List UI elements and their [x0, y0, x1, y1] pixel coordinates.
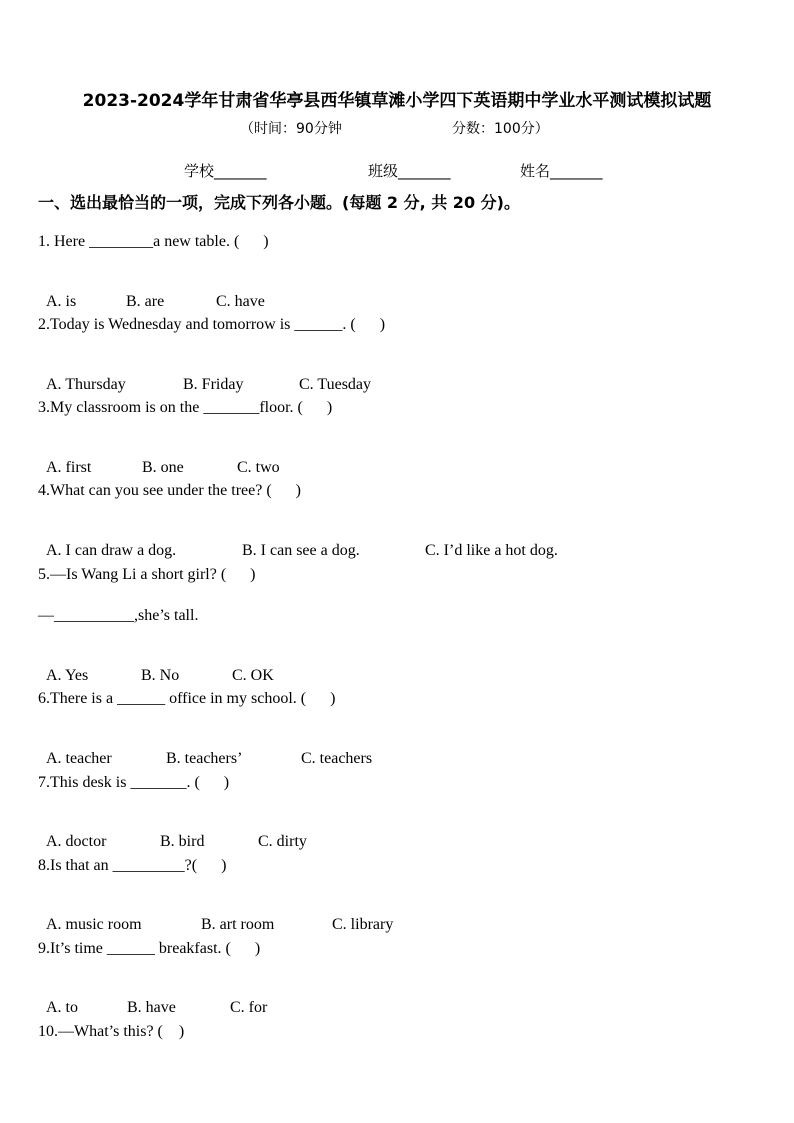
option: C. two: [237, 459, 280, 476]
question-stem: 7.This desk is _______. ( ): [38, 774, 230, 791]
question-options: [38, 732, 372, 768]
question-stem: 9.It’s time ______ breakfast. ( ): [38, 940, 261, 957]
question-stem: 2.Today is Wednesday and tomorrow is ______. ( ): [38, 316, 386, 333]
question-options: [38, 898, 393, 934]
option: B. have: [127, 999, 176, 1016]
section-heading: 一、选出最恰当的一项，完成下列各小题。(每题 2 分, 共 20 分)。: [38, 193, 520, 212]
option: A. first: [46, 459, 92, 476]
option: A. is: [46, 293, 77, 310]
option: C. OK: [232, 667, 274, 684]
option: B. Friday: [183, 376, 244, 393]
option: B. one: [142, 459, 184, 476]
option: B. teachers’: [166, 750, 243, 767]
question-stem: 3.My classroom is on the _______floor. ( ): [38, 399, 333, 416]
option: A. music room: [46, 916, 142, 933]
option: C. for: [230, 999, 268, 1016]
option: B. art room: [201, 916, 275, 933]
question-stem: 1. Here ________a new table. ( ): [38, 233, 269, 250]
option: C. library: [332, 916, 394, 933]
option: A. Thursday: [46, 376, 126, 393]
option: A. I can draw a dog.: [46, 542, 177, 559]
school-field: 学校_______: [184, 162, 267, 180]
question-stem: 10.—What’s this? ( ): [38, 1023, 185, 1040]
option: A. doctor: [46, 833, 107, 850]
question-stem: 4.What can you see under the tree? ( ): [38, 482, 301, 499]
option: B. No: [141, 667, 180, 684]
option: C. I’d like a hot dog.: [425, 542, 558, 559]
question-stem: 6.There is a ______ office in my school. ( ): [38, 690, 336, 707]
option: C. teachers: [301, 750, 373, 767]
exam-title: 2023-2024学年甘肃省华亭县西华镇草滩小学四下英语期中学业水平测试模拟试题: [82, 91, 712, 111]
question-stem: 5.—Is Wang Li a short girl? ( ): [38, 566, 256, 583]
question-options: [38, 358, 371, 394]
question-options: [38, 524, 558, 560]
option: C. dirty: [258, 833, 307, 850]
class-field: 班级_______: [368, 162, 451, 180]
option: B. I can see a dog.: [242, 542, 360, 559]
question-answer-line: —__________,she’s tall.: [38, 607, 199, 624]
option: B. bird: [160, 833, 205, 850]
exam-time: （时间：90分钟: [240, 121, 342, 137]
option: B. are: [126, 293, 165, 310]
question-options: [38, 815, 307, 851]
option: A. teacher: [46, 750, 112, 767]
question-options: [38, 275, 265, 311]
option: A. Yes: [46, 667, 89, 684]
exam-score: 分数：100分）: [452, 121, 549, 137]
question-options: [38, 649, 274, 685]
question-options: [38, 981, 267, 1017]
question-stem: 8.Is that an _________?( ): [38, 857, 227, 874]
name-field: 姓名_______: [520, 162, 603, 180]
option: C. Tuesday: [299, 376, 372, 393]
option: A. to: [46, 999, 78, 1016]
question-options: [38, 441, 280, 477]
option: C. have: [216, 293, 265, 310]
